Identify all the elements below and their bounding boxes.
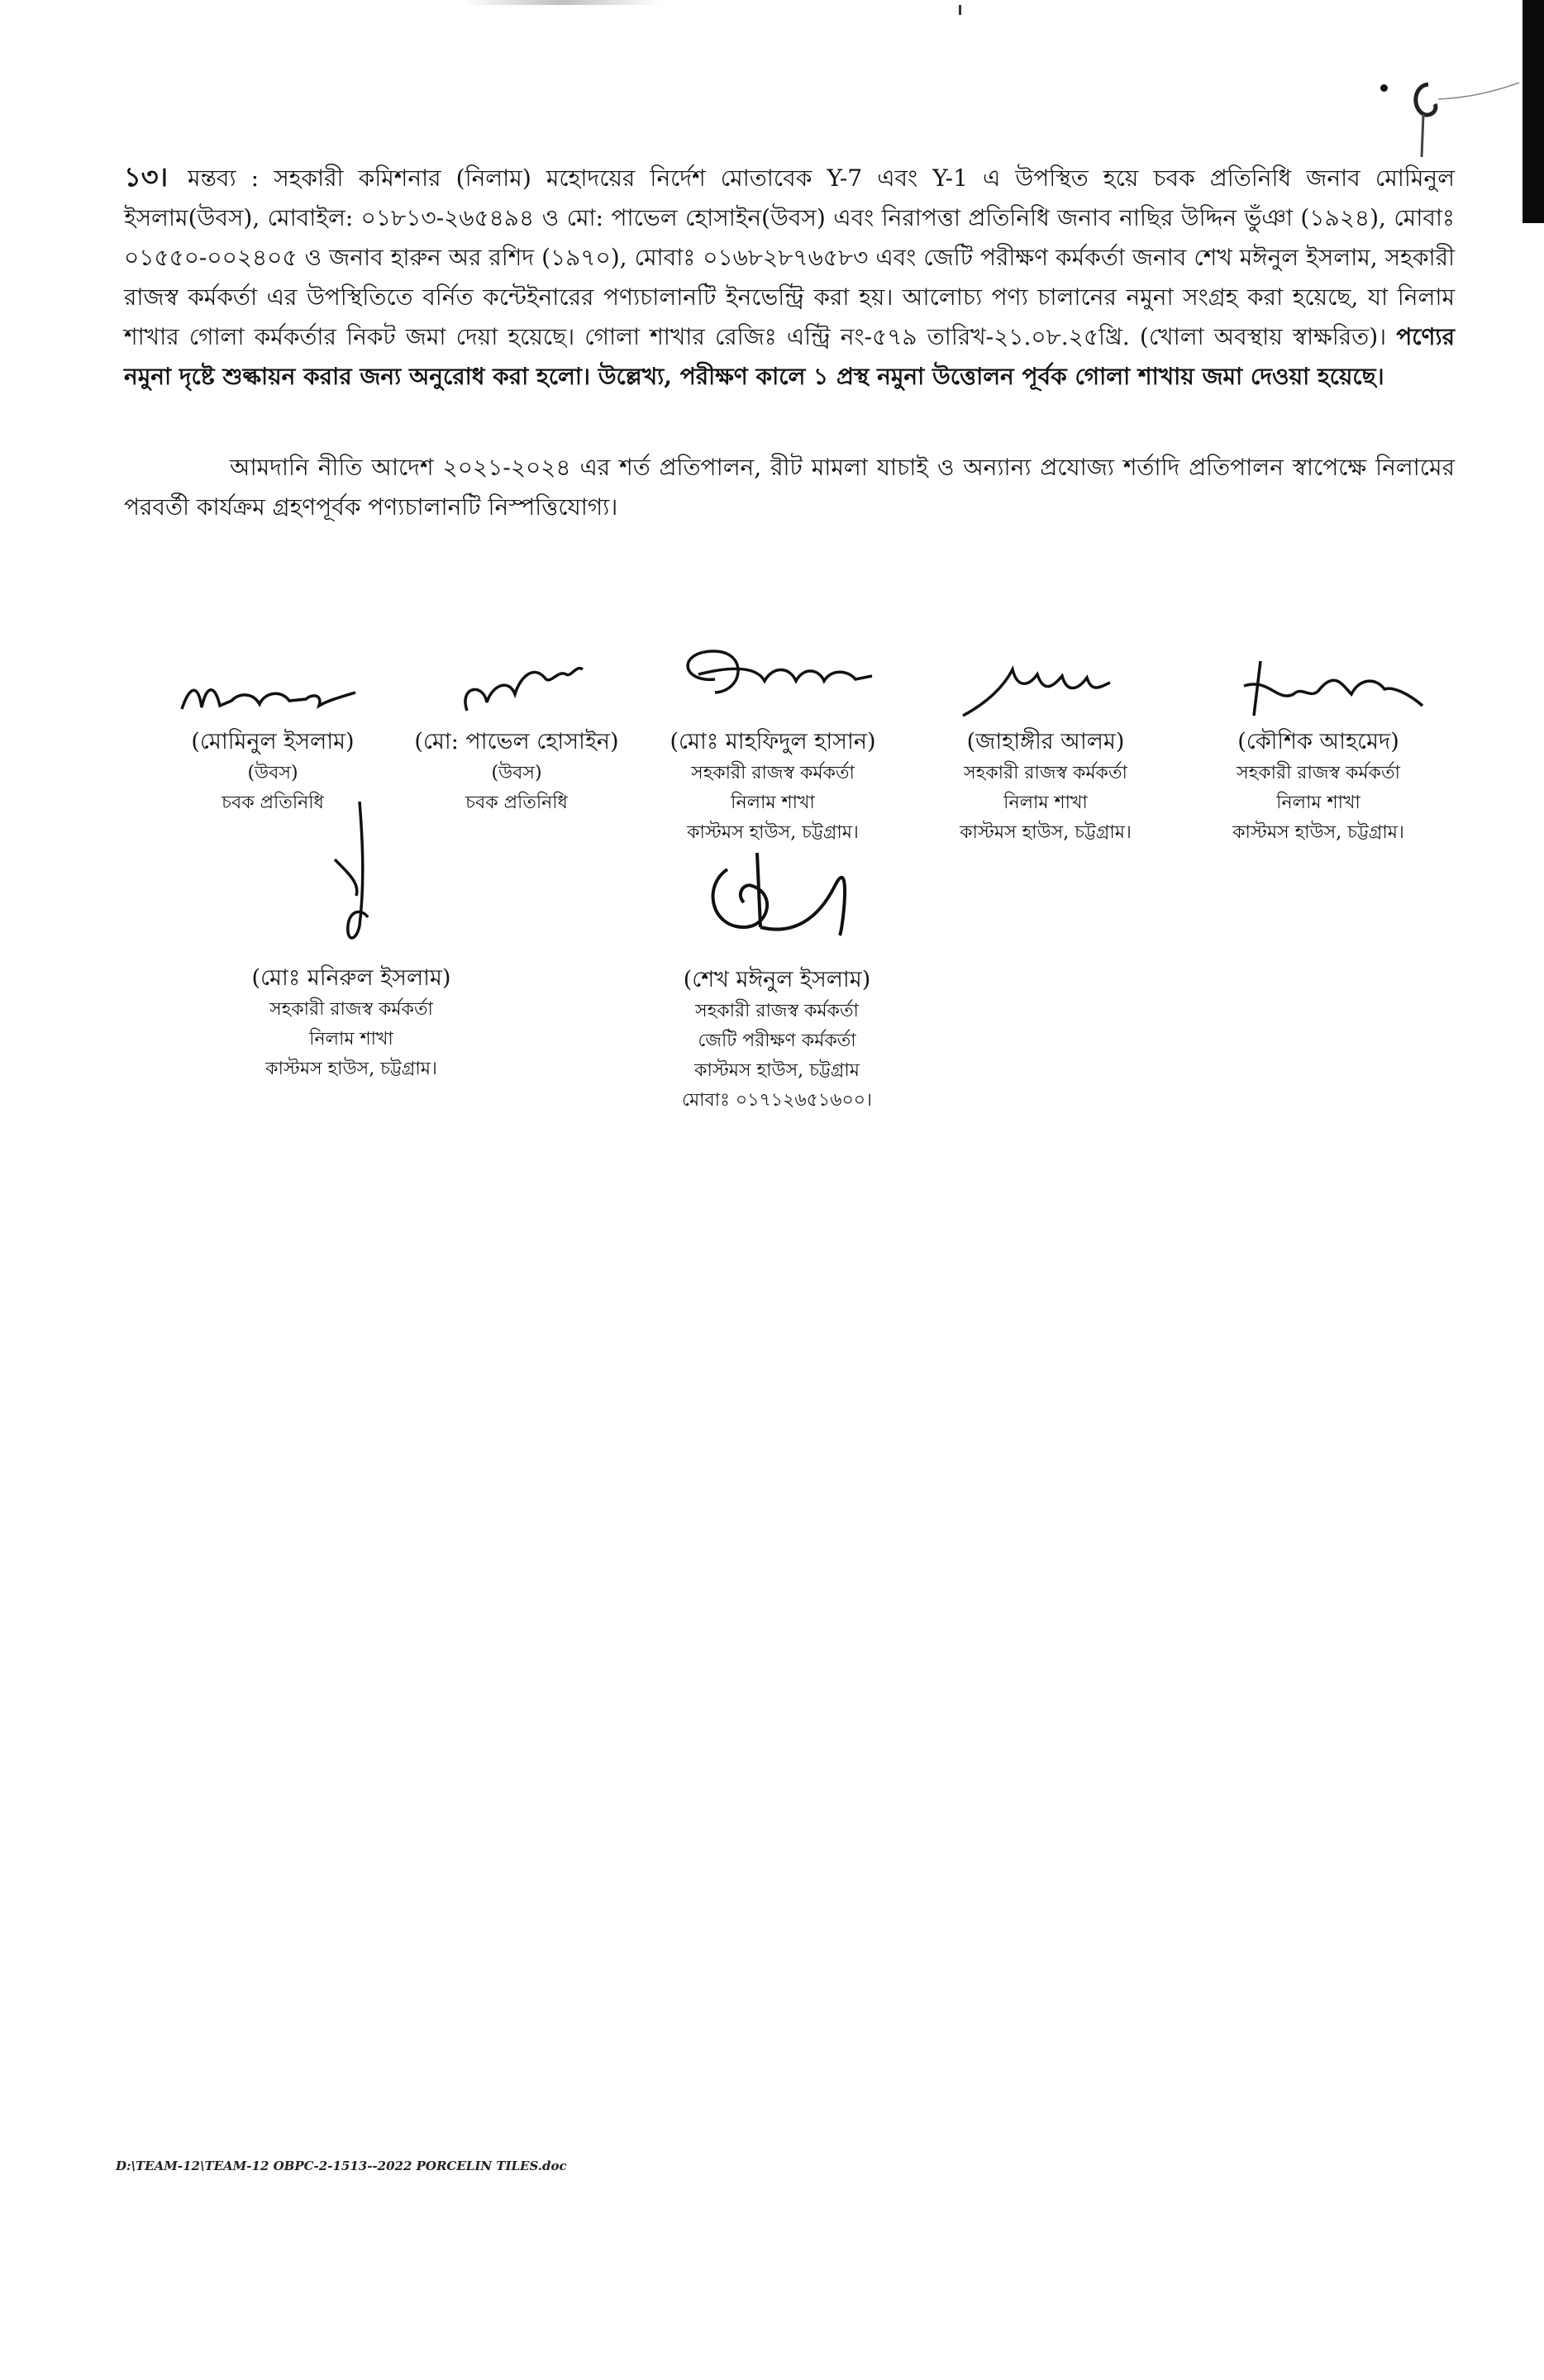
signatory-line: কাস্টমস হাউস, চট্টগ্রাম। — [1232, 822, 1404, 843]
signatory-line: মোবাঃ ০১৭১২৬৫১৬০০। — [682, 1090, 872, 1111]
paragraph-number: ১৩। — [124, 161, 169, 193]
signatory-name: (মো: পাভেল হোসাইন) — [414, 729, 619, 754]
signatory-line: (উবস) — [247, 763, 298, 783]
signatory-line: সহকারী রাজস্ব কর্মকর্তা — [1237, 763, 1400, 783]
signatory-line: নিলাম শাখা — [1276, 793, 1361, 813]
remarks-bold-text: পণ্যের নমুনা দৃষ্টে শুল্কায়ন করার জন্য অনুরোধ করা হলো। উল্লেখ্য, পরীক্ষণ কালে ১ প্রস্থ নমুনা উত্তোলন পূর্বক গোলা শাখায় জমা দেওয়া হয়েছে। — [124, 323, 1455, 390]
signatory-line: চবক প্রতিনিধি — [222, 793, 324, 813]
scan-edge-bar — [1523, 0, 1544, 223]
signature-block-5 — [1190, 653, 1446, 848]
paper-clip-mark — [1405, 74, 1521, 165]
signatory-line: কাস্টমস হাউস, চট্টগ্রাম — [694, 1060, 860, 1081]
signatory-name: (মোমিনুল ইসলাম) — [191, 729, 355, 754]
signatory-line: সহকারী রাজস্ব কর্মকর্তা — [269, 999, 433, 1020]
signatory-line: কাস্টমস হাউস, চট্টগ্রাম। — [687, 822, 859, 843]
handwritten-signature — [302, 793, 401, 959]
signatory-line: সহকারী রাজস্ব কর্মকর্তা — [691, 763, 855, 783]
scan-smudge — [463, 0, 661, 5]
signatory-line: কাস্টমস হাউস, চট্টগ্রাম। — [960, 822, 1132, 843]
handwritten-signature — [434, 653, 599, 722]
handwritten-signature — [174, 668, 372, 722]
signature-block-7 — [645, 836, 909, 1116]
signatory-line: কাস্টমস হাউস, চট্টগ্রাম। — [265, 1059, 437, 1079]
policy-paragraph: আমদানি নীতি আদেশ ২০২১-২০২৪ এর শর্ত প্রতিপালন, রীট মামলা যাচাই ও অন্যান্য প্রযোজ্য শর্তাদি প্রতিপালন স্বাপেক্ষে নিলামের পরবর্তী কার্যক্রম গ্রহণপূর্বক পণ্যচালানটি নিস্পত্তিযোগ্য। — [124, 454, 1455, 521]
handwritten-signature — [653, 836, 901, 960]
scan-mark — [959, 5, 961, 15]
handwritten-signature — [955, 653, 1137, 722]
signatory-line: নিলাম শাখা — [1003, 793, 1088, 813]
signatory-line: সহকারী রাজস্ব কর্মকর্তা — [695, 1001, 859, 1021]
signatory-line: জেটি পরীক্ষণ কর্মকর্তা — [698, 1031, 856, 1051]
signatory-name: (মোঃ মনিরুল ইসলাম) — [251, 965, 451, 991]
signature-block-6 — [223, 793, 479, 1084]
signatory-line: নিলাম শাখা — [309, 1029, 393, 1050]
signatory-name: (জাহাঙ্গীর আলম) — [966, 729, 1125, 754]
signatory-line: নিলাম শাখা — [731, 793, 815, 813]
remarks-text: মন্তব্য : সহকারী কমিশনার (নিলাম) মহোদয়ের নির্দেশ মোতাবেক Y-7 এবং Y-1 এ উপস্থিত হয়ে চবক প্রতিনিধি জনাব মোমিনুল ইসলাম(উবস), মোবাইল: ০১৮১৩-২৬৫৪৯৪ ও মো: পাভেল হোসাইন(উবস) এবং নিরাপত্তা প্রতিনিধি জনাব নাছির উদ্দিন ভুঁঞা (১৯২৪), মোবাঃ ০১৫৫০-০০২৪০৫ ও জনাব হারুন অর রশিদ (১৯৭০), মোবাঃ ০১৬৮২৮৭৬৫৮৩ এবং জেটি পরীক্ষণ কর্মকর্তা জনাব শেখ মঈনুল ইসলাম, সহকারী রাজস্ব কর্মকর্তা এর উপস্থিতিতে বর্নিত কন্টেইনারের পণ্যচালানটি ইনভেন্ট্রি করা হয়। আলোচ্য পণ্য চালানের নমুনা সংগ্রহ করা হয়েছে, যা নিলাম শাখার গোলা কর্মকর্তার নিকট জমা দেয়া হয়েছে। গোলা শাখার রেজিঃ এন্ট্রি নং-৫৭৯ তারিখ-২১.০৮.২৫খ্রি. (খোলা অবস্থায় স্বাক্ষরিত)। — [124, 164, 1455, 350]
remarks-paragraph — [124, 157, 1455, 397]
signatory-name: (কৌশিক আহমেদ) — [1237, 729, 1399, 754]
handwritten-signature — [665, 633, 880, 722]
file-path-footer: D:\TEAM-12\TEAM-12 OBPC-2-1513--2022 PORCELIN TILES.doc — [116, 2159, 567, 2173]
signatory-name: (মোঃ মাহফিদুল হাসান) — [670, 729, 876, 754]
signatory-line: চবক প্রতিনিধি — [465, 793, 568, 813]
signatory-name: (শেখ মঈনুল ইসলাম) — [683, 967, 871, 992]
signature-block-4 — [917, 653, 1174, 848]
signature-block-3 — [645, 633, 901, 848]
scan-dot — [1380, 84, 1388, 92]
signatory-line: সহকারী রাজস্ব কর্মকর্তা — [964, 763, 1127, 783]
signatory-line: (উবস) — [491, 763, 542, 783]
handwritten-signature — [1211, 653, 1426, 722]
